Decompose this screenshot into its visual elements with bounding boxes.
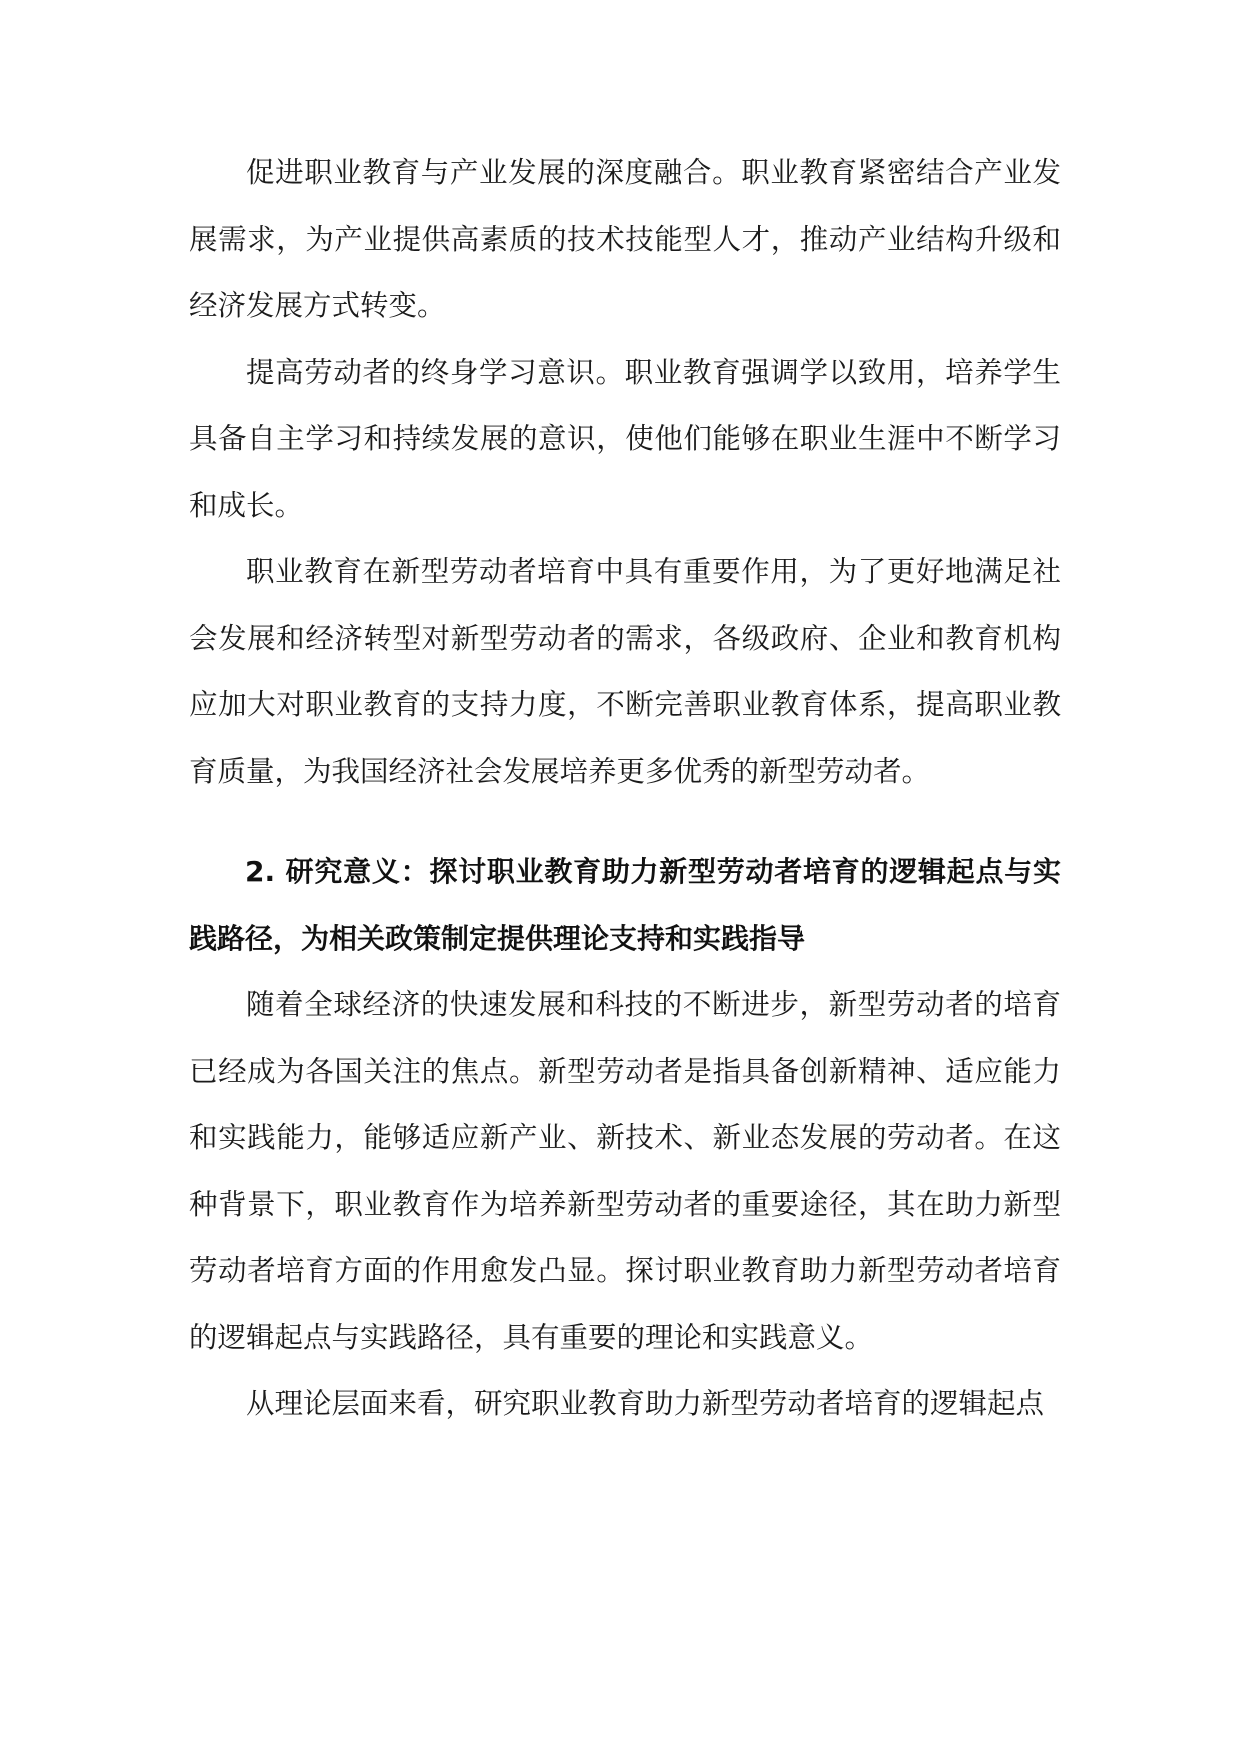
paragraph-conclusion: 职业教育在新型劳动者培育中具有重要作用，为了更好地满足社会发展和经济转型对新型劳动者的需求，各级政府、企业和教育机构应加大对职业教育的支持力度，不断完善职业教育体系，提高职业教育质量，为我国经济社会发展培养更多优秀的新型劳动者。: [189, 555, 1061, 788]
body-text: [189, 140, 1061, 1438]
paragraph-theory: 从理论层面来看，研究职业教育助力新型劳动者培育的逻辑起点: [246, 1387, 1045, 1420]
paragraph-industry-integration: 促进职业教育与产业发展的深度融合。职业教育紧密结合产业发展需求，为产业提供高素质的技术技能型人才，推动产业结构升级和经济发展方式转变。: [189, 156, 1061, 322]
paragraph-lifelong-learning: 提高劳动者的终身学习意识。职业教育强调学以致用，培养学生具备自主学习和持续发展的意识，使他们能够在职业生涯中不断学习和成长。: [189, 355, 1061, 522]
section-heading: 2. 研究意义：探讨职业教育助力新型劳动者培育的逻辑起点与实践路径，为相关政策制定提供理论支持和实践指导: [189, 855, 1061, 955]
paragraph-background: 随着全球经济的快速发展和科技的不断进步，新型劳动者的培育已经成为各国关注的焦点。新型劳动者是指具备创新精神、适应能力和实践能力，能够适应新产业、新技术、新业态发展的劳动者。在这种背景下，职业教育作为培养新型劳动者的重要途径，其在助力新型劳动者培育方面的作用愈发凸显。探讨职业教育助力新型劳动者培育的逻辑起点与实践路径，具有重要的理论和实践意义。: [189, 988, 1061, 1354]
